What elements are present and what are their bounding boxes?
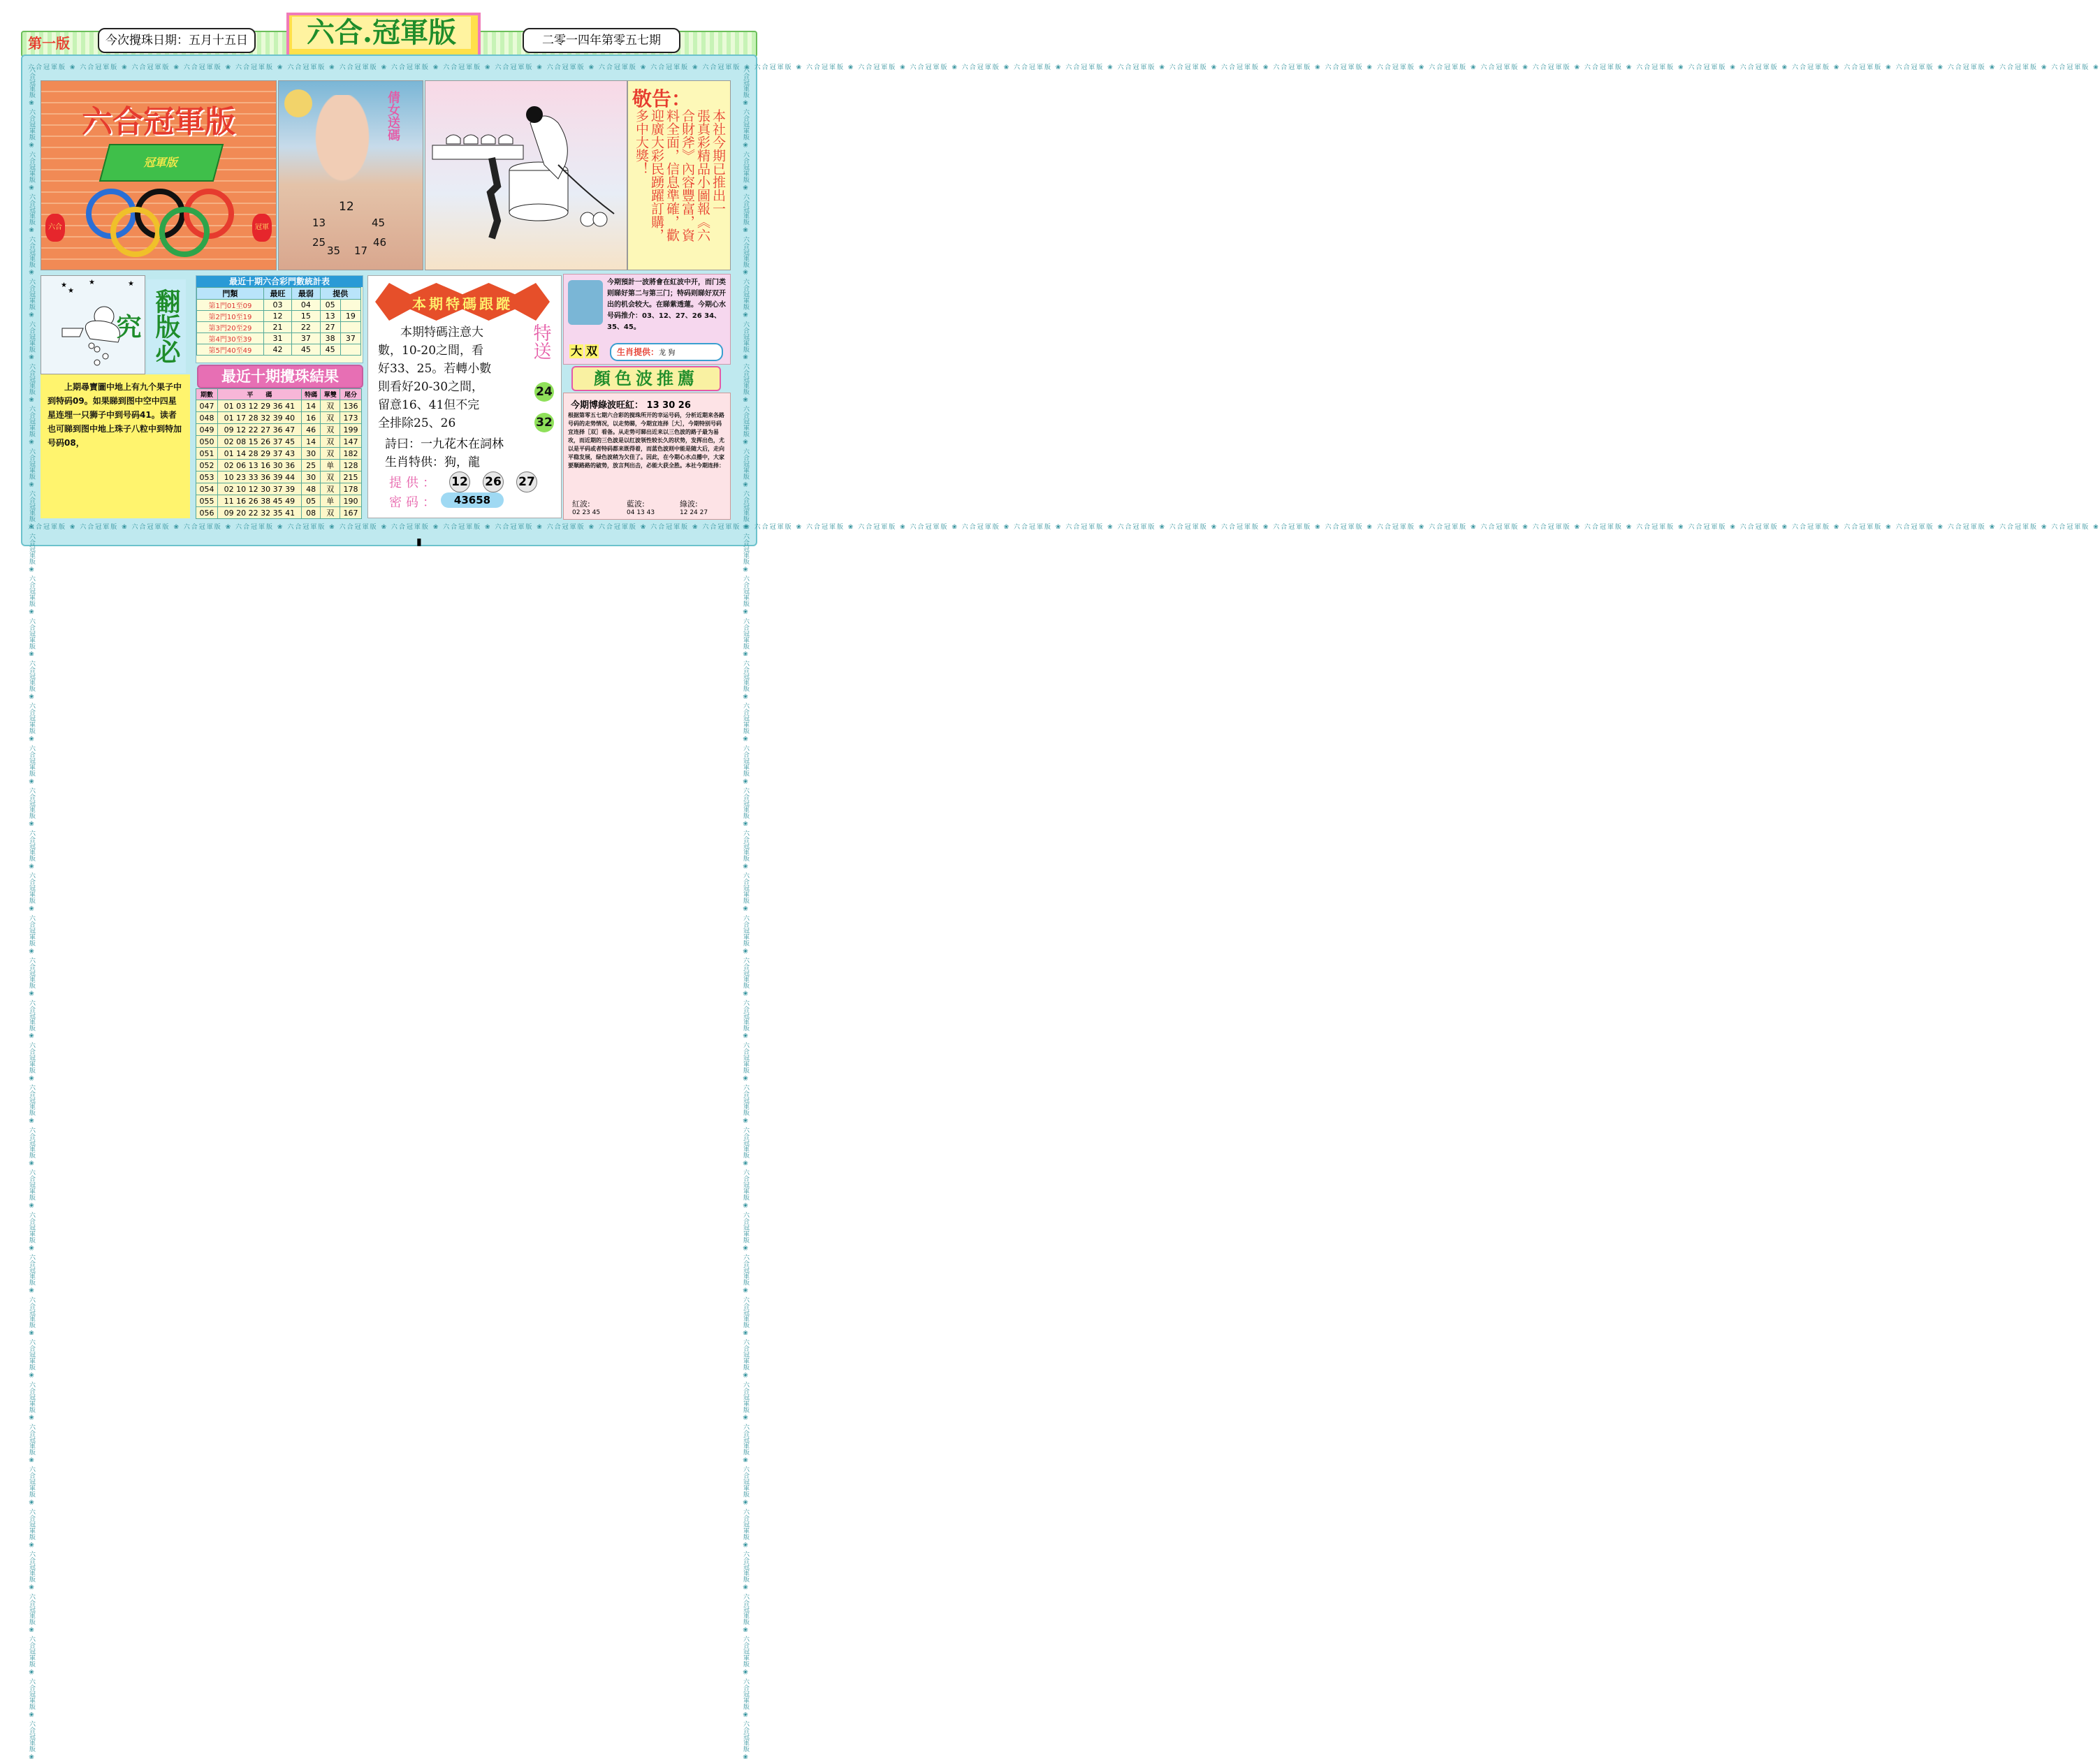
even-label: 双 — [585, 344, 597, 358]
table-row — [197, 322, 361, 333]
table-row: 053 10 23 33 36 39 44 30 双 215 — [196, 472, 362, 483]
draw-date: 今次攪珠日期：五月十五日 — [98, 28, 256, 53]
notice-title: 敬告： — [632, 87, 692, 110]
cold-cell: 37 — [292, 333, 320, 344]
special-line: 留意16、41但不完 — [378, 398, 480, 412]
puzzle-picture — [425, 80, 627, 270]
special-line: 好33、25。若轉小數 — [378, 362, 492, 376]
tip-cell: 05 — [320, 300, 340, 311]
poem-line: 詩曰：一九花木在詞林 — [385, 437, 504, 451]
tip-cell: 19 — [340, 311, 360, 322]
border-stripe-left: 六合冠軍版 ❀ 六合冠軍版 ❀ 六合冠軍版 ❀ 六合冠軍版 ❀ 六合冠軍版 ❀ 六合冠軍版 ❀ 六合冠軍版 ❀ 六合冠軍版 ❀ 六合冠軍版 ❀ 六合冠軍版 ❀ 六合冠軍版 ❀ 六合冠軍版 ❀ 六合冠軍版 ❀ 六合冠軍版 ❀ 六合冠軍版 ❀ 六合冠軍版 ❀ 六合冠軍版 ❀ 六合冠軍版 ❀ 六合冠軍版 ❀ 六合冠軍版 ❀ 六合冠軍版 ❀ 六合冠軍版 ❀ 六合冠軍版 ❀ 六合冠軍版 ❀ 六合冠軍版 ❀ 六合冠軍版 ❀ 六合冠軍版 ❀ 六合冠軍版 ❀ 六合冠軍版 ❀ 六合冠軍版 ❀ 六合冠軍版 ❀ 六合冠軍版 ❀ 六合冠軍版 ❀ 六合冠軍版 ❀ 六合冠軍版 ❀ 六合冠軍版 ❀ 六合冠軍版 ❀ 六合冠軍版 ❀ 六合冠軍版 ❀ 六合冠軍版 ❀ — [28, 66, 35, 1761]
border-stripe-right: 六合冠軍版 ❀ 六合冠軍版 ❀ 六合冠軍版 ❀ 六合冠軍版 ❀ 六合冠軍版 ❀ 六合冠軍版 ❀ 六合冠軍版 ❀ 六合冠軍版 ❀ 六合冠軍版 ❀ 六合冠軍版 ❀ 六合冠軍版 ❀ 六合冠軍版 ❀ 六合冠軍版 ❀ 六合冠軍版 ❀ 六合冠軍版 ❀ 六合冠軍版 ❀ 六合冠軍版 ❀ 六合冠軍版 ❀ 六合冠軍版 ❀ 六合冠軍版 ❀ 六合冠軍版 ❀ 六合冠軍版 ❀ 六合冠軍版 ❀ 六合冠軍版 ❀ 六合冠軍版 ❀ 六合冠軍版 ❀ 六合冠軍版 ❀ 六合冠軍版 ❀ 六合冠軍版 ❀ 六合冠軍版 ❀ 六合冠軍版 ❀ 六合冠軍版 ❀ 六合冠軍版 ❀ 六合冠軍版 ❀ 六合冠軍版 ❀ 六合冠軍版 ❀ 六合冠軍版 ❀ 六合冠軍版 ❀ 六合冠軍版 ❀ 六合冠軍版 ❀ — [742, 66, 749, 1761]
table-row — [197, 300, 361, 311]
special-panel — [367, 275, 562, 518]
girl-number: 45 — [372, 217, 386, 229]
table-row — [197, 333, 361, 344]
cold-cell: 15 — [292, 311, 320, 322]
forecast-icon — [568, 280, 603, 325]
svg-text:★: ★ — [89, 279, 95, 286]
girl-number: 17 — [354, 244, 368, 257]
rank-header: 提供 — [320, 288, 360, 300]
table-row: 048 01 17 28 32 39 40 16 双 173 — [196, 412, 362, 424]
tip-cell: 37 — [340, 333, 360, 344]
forecast-panel — [563, 274, 731, 365]
girl-number: 25 — [312, 236, 326, 249]
zodiac-provide: 生肖提供：龙 狗 — [610, 343, 723, 361]
row-label: 第5門40至49 — [197, 344, 264, 356]
girl-number: 35 — [327, 244, 341, 257]
tip-cell — [340, 300, 360, 311]
hot-cell: 31 — [263, 333, 291, 344]
tip-cell: 13 — [320, 311, 340, 322]
rank-header: 最旺 — [263, 288, 291, 300]
color-wave-title: 顏色波推薦 — [571, 366, 721, 391]
provide-ball: 12 — [449, 472, 470, 492]
logo-title: 六合冠軍版 — [82, 104, 235, 140]
olympic-rings — [80, 186, 240, 256]
tip-cell: 38 — [320, 333, 340, 344]
wave-group-green: 綠波: 12 24 27 — [680, 499, 708, 516]
notice-panel — [627, 80, 731, 270]
row-label: 第3門20至29 — [197, 322, 264, 333]
notice-column: 多中大獎！ — [634, 109, 649, 175]
results-header: 尾分 — [340, 389, 362, 400]
color-wave-panel — [563, 393, 731, 520]
table-row: 056 09 20 22 32 35 41 08 双 167 — [196, 507, 362, 519]
table-row: 049 09 12 22 27 36 47 46 双 199 — [196, 424, 362, 436]
ribbon: 冠軍版 — [99, 144, 224, 182]
rank-title: 最近十期六合彩門數統計表 — [196, 276, 363, 287]
photo-panel — [278, 80, 423, 270]
notice-column: 本社今期已推出一 — [710, 109, 726, 215]
border-stripe-bottom: 六合冠軍版 ❀ 六合冠軍版 ❀ 六合冠軍版 ❀ 六合冠軍版 ❀ 六合冠軍版 ❀ 六合冠軍版 ❀ 六合冠軍版 ❀ 六合冠軍版 ❀ 六合冠軍版 ❀ 六合冠軍版 ❀ 六合冠軍版 ❀ 六合冠軍版 ❀ 六合冠軍版 ❀ 六合冠軍版 ❀ 六合冠軍版 ❀ 六合冠軍版 ❀ 六合冠軍版 ❀ 六合冠軍版 ❀ 六合冠軍版 ❀ 六合冠軍版 ❀ 六合冠軍版 ❀ 六合冠軍版 ❀ 六合冠軍版 ❀ 六合冠軍版 ❀ 六合冠軍版 ❀ 六合冠軍版 ❀ 六合冠軍版 ❀ 六合冠軍版 ❀ 六合冠軍版 ❀ 六合冠軍版 ❀ 六合冠軍版 ❀ 六合冠軍版 ❀ 六合冠軍版 ❀ 六合冠軍版 ❀ 六合冠軍版 ❀ 六合冠軍版 ❀ 六合冠軍版 ❀ 六合冠軍版 ❀ 六合冠軍版 ❀ 六合冠軍版 ❀ — [28, 524, 2100, 531]
hot-cell: 03 — [263, 300, 291, 311]
wave-group-red: 紅波: 02 23 45 — [572, 499, 601, 516]
rank-header: 門類 — [197, 288, 264, 300]
table-row: 054 02 10 12 30 37 39 48 双 178 — [196, 483, 362, 495]
girl-number: 12 — [339, 200, 354, 214]
special-line: 數，10-20之間，看 — [378, 344, 484, 358]
logo-panel — [41, 80, 277, 270]
tesong-ball: 24 — [534, 382, 554, 402]
provide-label: 提供： — [389, 476, 439, 490]
lantern-right: 冠軍 — [252, 214, 272, 242]
cold-cell: 04 — [292, 300, 320, 311]
table-row: 050 02 08 15 26 37 45 14 双 147 — [196, 436, 362, 448]
edition-label: 第一版 — [28, 35, 70, 52]
puzzle-drawing — [425, 81, 627, 270]
results-header: 平 碼 — [217, 389, 301, 400]
flip-warning: 翻版必究 — [147, 279, 186, 373]
svg-text:★: ★ — [68, 287, 74, 295]
forecast-text: 今期預計一波將會在紅波中开，而门类则睇好第二与第三门；特码则睇好双开出的机会较大。在睇紫透蓮。今期心水号码推介：03、12、27、26 34、35、45。 — [607, 279, 726, 331]
row-label: 第4門30至39 — [197, 333, 264, 344]
notice-column: 張真彩精品小圖報《六 — [695, 109, 710, 242]
row-label: 第2門10至19 — [197, 311, 264, 322]
wave-group-blue: 藍波: 04 13 43 — [627, 499, 655, 516]
border-stripe-top: 六合冠軍版 ❀ 六合冠軍版 ❀ 六合冠軍版 ❀ 六合冠軍版 ❀ 六合冠軍版 ❀ 六合冠軍版 ❀ 六合冠軍版 ❀ 六合冠軍版 ❀ 六合冠軍版 ❀ 六合冠軍版 ❀ 六合冠軍版 ❀ 六合冠軍版 ❀ 六合冠軍版 ❀ 六合冠軍版 ❀ 六合冠軍版 ❀ 六合冠軍版 ❀ 六合冠軍版 ❀ 六合冠軍版 ❀ 六合冠軍版 ❀ 六合冠軍版 ❀ 六合冠軍版 ❀ 六合冠軍版 ❀ 六合冠軍版 ❀ 六合冠軍版 ❀ 六合冠軍版 ❀ 六合冠軍版 ❀ 六合冠軍版 ❀ 六合冠軍版 ❀ 六合冠軍版 ❀ 六合冠軍版 ❀ 六合冠軍版 ❀ 六合冠軍版 ❀ 六合冠軍版 ❀ 六合冠軍版 ❀ 六合冠軍版 ❀ 六合冠軍版 ❀ 六合冠軍版 ❀ 六合冠軍版 ❀ 六合冠軍版 ❀ 六合冠軍版 ❀ — [28, 64, 2100, 71]
svg-text:★: ★ — [128, 280, 134, 288]
portrait-image — [304, 95, 381, 200]
table-row: 051 01 14 28 29 37 43 30 双 182 — [196, 448, 362, 460]
table-row: 047 01 03 12 29 36 41 14 双 136 — [196, 400, 362, 412]
code-value: 43658 — [441, 492, 504, 508]
special-line: 則看好20-30之間， — [378, 380, 484, 394]
page-mark: ▮ — [416, 536, 422, 548]
special-line: 全排除25、26 — [378, 416, 456, 430]
results-table — [196, 388, 362, 519]
tip-cell — [340, 344, 360, 356]
special-paragraph — [378, 323, 539, 432]
riddle-text: 上期尋寶圖中地上有九个果子中到特码09。如果睇到图中空中四星星连埋一只狮子中到号码41。读者也可睇到图中地上珠子八粒中到特加号码08， — [48, 382, 182, 448]
row-label: 第1門01至09 — [197, 300, 264, 311]
results-header: 期數 — [196, 389, 218, 400]
special-title: 本期特碼跟蹤 — [412, 295, 513, 312]
rank-header: 最弱 — [292, 288, 320, 300]
issue-number: 二零一四年第零五七期 — [523, 28, 680, 53]
color-wave-head: 今期博綠波旺紅： 13 30 26 — [571, 400, 691, 411]
notice-column: 迎廣大彩民踴躍訂購， — [649, 109, 664, 242]
tip-cell: 45 — [320, 344, 340, 356]
girl-caption: 倩女送碼 — [386, 91, 400, 141]
rank-panel — [196, 275, 363, 363]
provide-ball: 26 — [483, 472, 504, 492]
table-row: 055 11 16 26 38 45 49 05 单 190 — [196, 495, 362, 507]
table-row — [197, 344, 361, 356]
results-header: 單雙 — [321, 389, 340, 400]
code-label: 密码： — [389, 495, 439, 510]
rank-table — [196, 287, 361, 356]
lantern-left: 六合 — [45, 214, 65, 242]
notice-column: 合財斧》內容豐富，資 — [680, 109, 695, 242]
hot-cell: 42 — [263, 344, 291, 356]
tesong-ball: 32 — [534, 413, 554, 432]
hot-cell: 12 — [263, 311, 291, 322]
results-title: 最近十期攪珠結果 — [197, 365, 363, 388]
provide-ball: 27 — [516, 472, 537, 492]
tip-cell: 27 — [320, 322, 340, 333]
zodiac-line: 生肖特供：狗，龍 — [385, 455, 480, 469]
girl-number: 13 — [312, 217, 326, 229]
big-label: 大 — [570, 344, 582, 358]
table-row — [197, 311, 361, 322]
color-wave-body: 根据第零五七期六合彩的搅珠所开的幸运号码，分析近期来各路号码的走势情况，以走势睇，今期宜连择［大］，今期特别号码宜连择［双］看备。从走势可睇出近来以三色波的路子最为易攻，而近期的三色波是以红波领性较长久的状势，发挥出色，尤以是平码或者特码都来既得着，而蓝色波则中能是随大后，走向平稳发展，绿色波稍为欠佳了。因此，在今期心水点播中，大家要顺路路的破势，放言判出击，必能大获全胜。本社今期连择： — [568, 412, 724, 469]
table-row: 052 02 06 13 16 30 36 25 单 128 — [196, 460, 362, 472]
notice-column: 料全面，信息準確，歡 — [664, 109, 680, 242]
riddle-panel — [41, 374, 190, 518]
cold-cell: 22 — [292, 322, 320, 333]
masthead-title: 六合.冠軍版 — [292, 17, 471, 49]
tesong-label: 特送 — [530, 323, 551, 360]
special-line: 本期特碼注意大 — [400, 326, 483, 339]
cold-cell: 45 — [292, 344, 320, 356]
results-panel — [196, 388, 362, 518]
results-header: 特碼 — [301, 389, 321, 400]
tip-cell — [340, 322, 360, 333]
hot-cell: 21 — [263, 322, 291, 333]
girl-number: 46 — [373, 236, 387, 249]
svg-text:★: ★ — [61, 282, 67, 289]
